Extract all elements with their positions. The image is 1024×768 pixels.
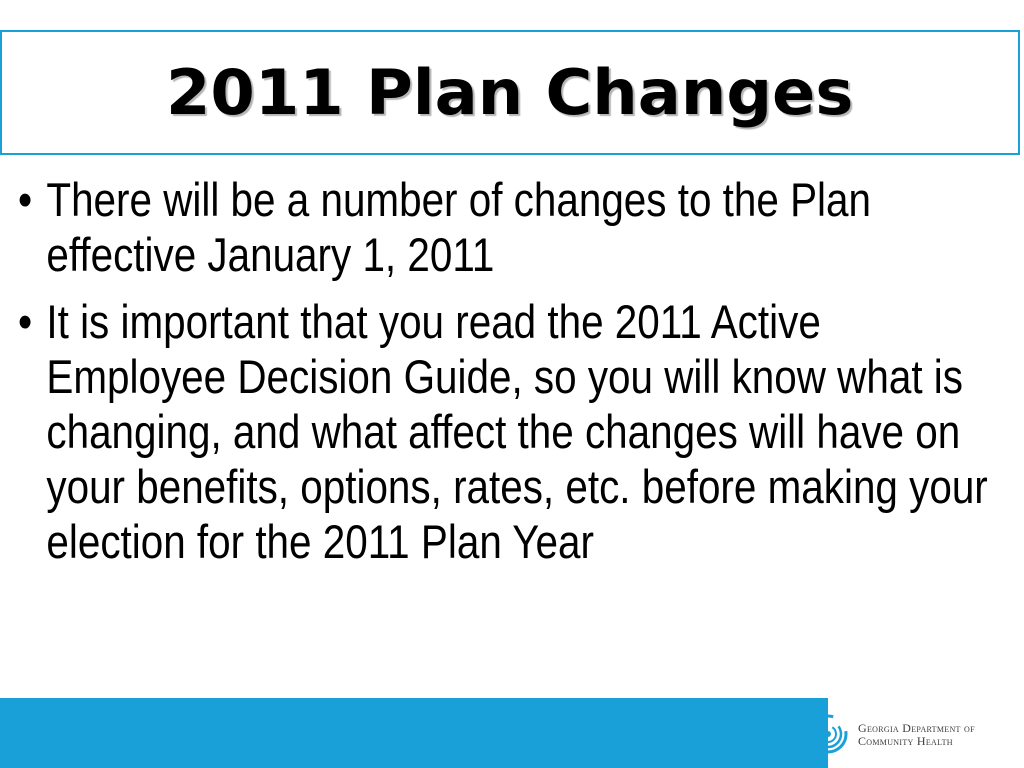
bullet-item	[18, 172, 992, 282]
org-name	[858, 722, 975, 748]
bullet-marker: •	[18, 173, 33, 226]
bullet-list	[18, 172, 988, 581]
bullet-marker: •	[18, 295, 33, 348]
org-name-line-1: Georgia Department of	[858, 721, 975, 735]
bullet-text: It is important that you read the 2011 Active Employee Decision Guide, so you will know what is changing, and what affect the changes will have on your benefits, options, rates, etc. before making your election for the 2011 Plan Year	[46, 295, 988, 568]
bullet-text: There will be a number of changes to the Plan effective January 1, 2011	[46, 173, 871, 281]
slide-title: 2011 Plan Changes	[166, 56, 854, 129]
title-box	[0, 30, 1020, 155]
bullet-item	[18, 294, 992, 569]
org-name-line-2: Community Health	[858, 734, 953, 748]
circular-swirl-icon	[806, 712, 850, 756]
footer-band	[0, 698, 828, 768]
